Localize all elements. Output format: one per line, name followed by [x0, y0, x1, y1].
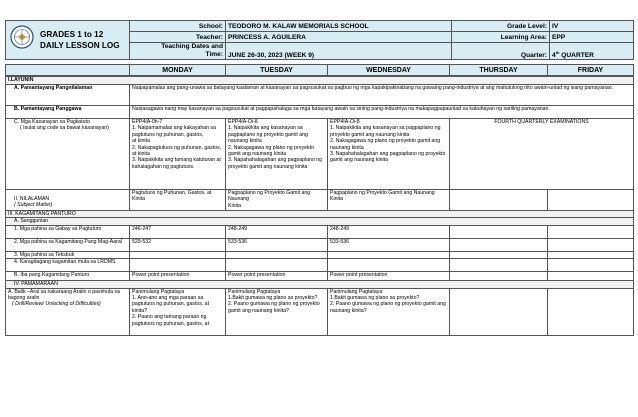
title-line-2: DAILY LESSON LOG [40, 41, 120, 50]
kasanayan-wednesday: EPP4IA-Oi-8 1. Naipakikita ang kasanayan sa pagpaplano ng proyekto gamit ang naunang kinita 2. Nakagagawa ng plano ng proyekto gamit ang naunang kinita 3. Napahahalagahan ang pagpaplano ng proyekto gamit ang naunang kinita [328, 119, 450, 190]
section-sanggunian: A. Sanggunian [6, 218, 634, 225]
iba-pang-kagamitan-thursday [450, 272, 548, 281]
quarter-text: QUARTER [559, 52, 594, 59]
nilalaman-monday: Pagtutuos ng Puhunan, Gastos, at Kinita [130, 190, 226, 211]
section-pamamaraan: IV. PAMAMARAAN [6, 281, 634, 288]
balik-aral-label-cell [6, 288, 130, 335]
day-friday: FRIDAY [548, 65, 634, 76]
teaching-dates-value: JUNE 26-30, 2023 (WEEK 9) [226, 43, 452, 60]
kagamitang-tuesday: 533-536 [226, 238, 328, 251]
logo-title-cell [6, 21, 130, 60]
kagamitang-wednesday: 533-536 [328, 238, 450, 251]
blank-header-cell [6, 65, 130, 76]
kasanayan-tuesday: EPP4IA-Oi-8 1. Naipakikita ang kasanayan sa pagpaplano ng proyekto gamit ang naunang kinita 2. Nakagagawa ng plano ng proyekto gamit ang naunang kinita 3. Napahahalagahan ang pagpaplano ng proyekto gamit ang naunang kinita [226, 119, 328, 190]
teksbuk-thursday [450, 251, 548, 258]
grade-level-value: IV [550, 21, 634, 32]
nilalaman-thursday [450, 190, 548, 211]
gabay-wednesday: 248-249 [328, 225, 450, 238]
kagamitang-monday: 529-532 [130, 238, 226, 251]
balik-aral-thursday [450, 288, 548, 335]
daily-lesson-log [5, 20, 633, 336]
balik-aral-wednesday: Panimulang Pagtataya 1.Bakit gumawa ng plano sa proyekto? 2. Paano gumawa ng plano ng proyekto gamit ang naunang kinita? [328, 288, 450, 335]
deped-seal-icon [10, 25, 34, 49]
lrdms-thursday [450, 259, 548, 272]
teaching-dates-label-1: Teaching Dates and [161, 43, 223, 50]
gabay-friday [548, 225, 634, 238]
balik-aral-tuesday: Panimulang Pagtataya 1.Bakit gumawa ng plano sa proyekto? 2. Paano gumawa ng plano ng proyekto gamit ang naunang kinita? [226, 288, 328, 335]
learning-area-value: EPP [550, 32, 634, 43]
days-header-table [5, 64, 634, 76]
nilalaman-friday [548, 190, 634, 211]
lrdms-wednesday [328, 259, 450, 272]
iba-pang-kagamitan-label: B. Iba pang Kagamitang Panturo [6, 272, 130, 281]
balik-aral-sub: ( Drill/Review/ Unlocking of Difficulties) [12, 301, 101, 308]
iba-pang-kagamitan-wednesday: Power point presentation [328, 272, 450, 281]
balik-aral-friday [548, 288, 634, 335]
lrdms-tuesday [226, 259, 328, 272]
day-thursday: THURSDAY [450, 65, 548, 76]
teksbuk-tuesday [226, 251, 328, 258]
kagamitang-friday [548, 238, 634, 251]
pamantayang-pangnilalaman-text: Naipapamalas ang pang-unawa sa batayang kaalaman at kasanayan sa pagsusukat sa pagbuo ng mga kapakipakinabang na gawaing pang-industriya at ang maitutulong nito awain-unlad ng isang pamayanan. [130, 85, 634, 106]
iba-pang-kagamitan-monday: Power point presentation [130, 272, 226, 281]
school-value: TEODORO M. KALAW MEMORIALS SCHOOL [226, 21, 452, 32]
kagamitang-thursday [450, 238, 548, 251]
nilalaman-wednesday: Pagpaplano ng Proyekto Gamit ang Naunang Kinita [328, 190, 450, 211]
teksbuk-monday [130, 251, 226, 258]
grade-level-label: Grade Level: [452, 21, 550, 32]
quarter-label: Quarter: [452, 43, 550, 60]
nilalaman-label: II. NILALAMAN [14, 196, 50, 202]
teaching-dates-label [130, 43, 226, 60]
nilalaman-sub: ( Subject Matter) [14, 202, 53, 209]
teaching-dates-label-2: Time: [205, 51, 223, 58]
iba-pang-kagamitan-tuesday: Power point presentation [226, 272, 328, 281]
kasanayan-sub: ( Isulat ang code sa bawat kasanayan) [20, 125, 109, 132]
gabay-thursday [450, 225, 548, 238]
teksbuk-wednesday [328, 251, 450, 258]
gabay-monday: 246-247 [130, 225, 226, 238]
balik-aral-monday: Panimulang Pagtataya 1. Ano-ano ang mga paraan sa pagtutuos ng puhunan, gastos, at kinita? 2. Paano ang tamang paraan ng pagtutuos ng puhunan, gastos, at [130, 288, 226, 335]
teacher-value: PRINCESS A. AGUILERA [226, 32, 452, 43]
title-line-1: GRADES 1 to 12 [40, 30, 104, 39]
day-tuesday: TUESDAY [226, 65, 328, 76]
header-table [5, 20, 634, 60]
lrdms-label: 4. Karagdagang kagamitan mula sa LRDMS [6, 259, 130, 272]
nilalaman-label-cell [6, 190, 130, 211]
kasanayan-thursday-friday: FOURTH QUARTERLY EXAMINATIONS [450, 119, 634, 190]
nilalaman-tuesday: Pagpaplano ng Proyekto Gamit ang Naunang Kinita [226, 190, 328, 211]
teksbuk-friday [548, 251, 634, 258]
quarter-number: 4 [552, 52, 556, 59]
lesson-body-table [5, 76, 634, 336]
iba-pang-kagamitan-friday [548, 272, 634, 281]
section-layunin: I.LAYUNIN [6, 77, 634, 85]
learning-area-label: Learning Area: [452, 32, 550, 43]
lrdms-friday [548, 259, 634, 272]
pamantayang-panggawa-text: Naisasagawa nang may kasanayan sa pagsusukat at pagpapahalaga sa mga batayang awain sa sining pang-industriya na makapagpapaunlad sa kabuhayan ng sariling pamayanan. [130, 106, 634, 119]
day-monday: MONDAY [130, 65, 226, 76]
kasanayan-label: C. Mga Kasanayan sa Pagkatuto [14, 119, 90, 125]
kasanayan-monday: EPP4IA-0h-7 1. Naipamamalas ang kakayahan sa pagtutuos ng puhunan, gastos, at kinita 2. Nakapagtutuos ng puhunan, gastos, at kinita 3. Naipakikita ang tamang katuturan at kahalagahan ng pagtutuos. [130, 119, 226, 190]
kagamitang-pang-mag-aaral-label: 2. Mga pahina sa Kagamitang Pang Mag-Aaral [6, 238, 130, 251]
lrdms-monday [130, 259, 226, 272]
kasanayan-label-cell [6, 119, 130, 190]
quarter-suffix: th [555, 49, 560, 55]
teksbuk-label: 3. Mga pahina sa Teksbuk [6, 251, 130, 258]
balik-aral-label: A. Balik –Aral sa nakaraang Aralin o pasimula sa bagong aralin [8, 288, 120, 302]
pamantayang-panggawa-label: B. Pamantayang Panggawa [6, 106, 130, 119]
gabay-tuesday: 248-249 [226, 225, 328, 238]
quarter-value [550, 43, 634, 60]
pamantayang-pangnilalaman-label: A. Pamantayang Pangnilalaman [6, 85, 130, 106]
teacher-label: Teacher: [130, 32, 226, 43]
section-kagamitan: III. KAGAMITANG PANTURO [6, 211, 634, 218]
gabay-label: 1. Mga pahina sa Gabay sa Pagtuturo [6, 225, 130, 238]
school-label: School: [130, 21, 226, 32]
day-wednesday: WEDNESDAY [328, 65, 450, 76]
